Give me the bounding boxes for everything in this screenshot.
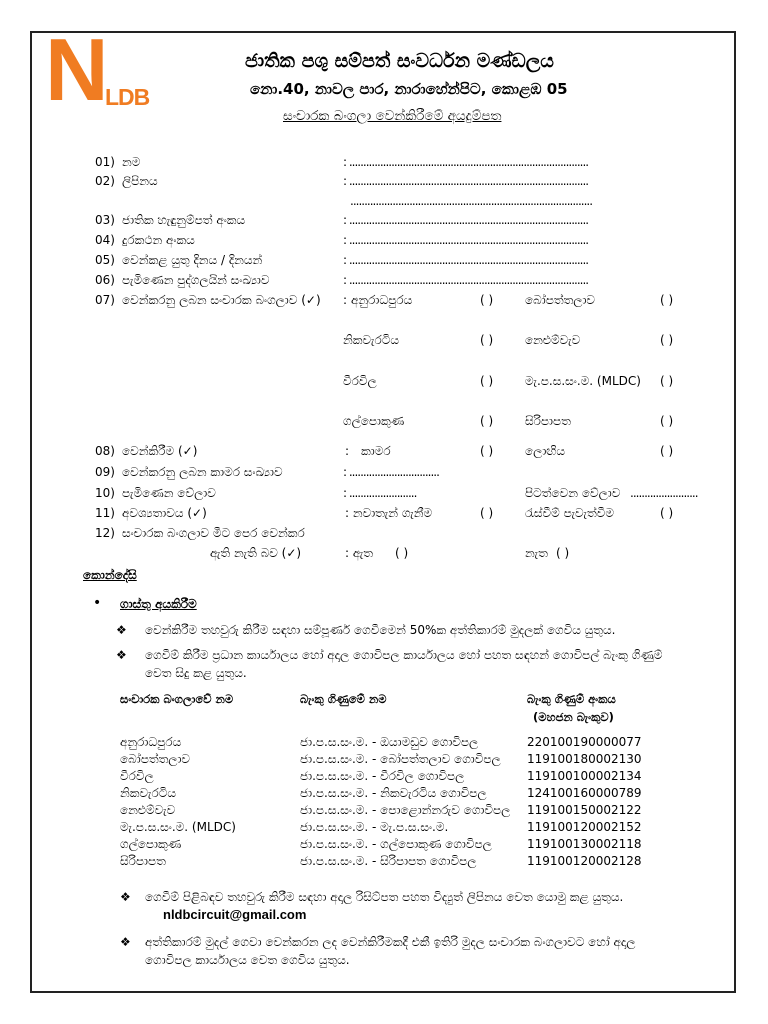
org-name: ජාතික පශු සම්පත් සංවර්ධන මණ්ඩලය	[245, 50, 554, 72]
bungalow-check-mldc[interactable]: ( )	[660, 374, 674, 388]
condition-balance-line1: අත්තිකාරම් මුදල් ගෙවා වෙන්කරන ලද වෙන්කිරීමකදී එකී ඉතිරි මුදල සංචාරක බංගලාවට හෝ අදාල	[145, 935, 636, 949]
field-label-purpose: අවශ්‍යතාවය (✓)	[122, 506, 207, 520]
field-num-11: 11)	[95, 506, 115, 520]
condition-payment-line2: වෙත සිදු කළ යුතුය.	[145, 666, 247, 680]
field-input-persons[interactable]: : .....................................................................................	[343, 273, 589, 287]
condition-balance-line2: ගොවිපල කාර්යාලය වෙත ගෙවිය යුතුය.	[145, 953, 350, 967]
field-input-phone[interactable]: : .....................................................................................	[343, 233, 589, 247]
table-header-account-no: බැංකු ගිණුම් අංකය	[527, 692, 616, 706]
field-input-departure[interactable]: ........................	[630, 486, 698, 500]
field-num-02: 02)	[95, 174, 115, 188]
table-row-bungalow: වීරවිල	[120, 769, 154, 783]
diamond-bullet-icon: ❖	[120, 935, 131, 949]
table-row-account-no: 124100160000789	[527, 786, 642, 800]
table-row-account-no: 119100120002128	[527, 854, 642, 868]
table-row-account-no: 220100190000077	[527, 735, 642, 749]
diamond-bullet-icon: ❖	[116, 623, 127, 637]
previous-check-yes[interactable]: ( )	[395, 546, 409, 560]
bungalow-check-nikaweratiya[interactable]: ( )	[480, 333, 494, 347]
purpose-option-stay: : නවාතැන් ගැනීම	[345, 506, 433, 520]
table-row-account-no: 119100120002152	[527, 820, 642, 834]
booking-option-room: කාමර	[361, 444, 391, 458]
field-input-arrival[interactable]: : ........................	[343, 486, 417, 500]
field-input-name[interactable]: : .....................................................................................	[343, 155, 589, 169]
field-num-05: 05)	[95, 253, 115, 267]
bungalow-check-anuradhapura[interactable]: ( )	[480, 293, 494, 307]
field-label-dates: වෙන්කළ යුතු දිනය / දිනයන්	[122, 253, 263, 267]
bungalow-option-weerawila: වීරවිල	[343, 374, 377, 388]
bungalow-option-bopaththalawa: බෝපත්තලාව	[525, 293, 596, 307]
field-num-01: 01)	[95, 155, 115, 169]
bungalow-colon: :	[343, 293, 348, 307]
bungalow-option-siripapatha: සිරිපාපත	[525, 414, 571, 428]
field-input-rooms[interactable]: : ................................	[343, 465, 439, 479]
diamond-bullet-icon: ❖	[120, 890, 131, 904]
nldb-logo-ldb: LDB	[105, 84, 150, 110]
table-row-bungalow: ගල්පොකුණ	[120, 837, 182, 851]
previous-check-no[interactable]: ( )	[556, 546, 570, 560]
previous-option-yes: : ඇත	[345, 546, 374, 560]
field-input-dates[interactable]: : .....................................................................................	[343, 253, 589, 267]
field-num-03: 03)	[95, 213, 115, 227]
field-num-06: 06)	[95, 273, 115, 287]
booking-check-lodge[interactable]: ( )	[660, 444, 674, 458]
field-label-rooms: වෙන්කරනු ලබන කාමර සංඛ්‍යාව	[122, 465, 283, 479]
diamond-bullet-icon: ❖	[116, 648, 127, 662]
nldb-logo-n: N	[45, 20, 105, 119]
field-label-phone: දුරකථන අංකය	[122, 233, 195, 247]
field-label-arrival: පැමිණෙන වේලාව	[122, 486, 216, 500]
table-row-account-name: ජා.ප.ස.සං.ම. - පොළොන්නරුව ගොවිපල	[300, 803, 511, 817]
conditions-heading: කොන්දේසි	[83, 568, 137, 582]
table-row-account-no: 119100180002130	[527, 752, 642, 766]
bungalow-check-bopaththalawa[interactable]: ( )	[660, 293, 674, 307]
field-label-previous-line2: ඇති නැති බව (✓)	[210, 546, 302, 560]
form-title: සංචාරක බංගලා වෙන්කිරීමේ අයදුම්පත	[283, 108, 502, 124]
bungalow-option-mldc: මැ.ප.ස.සං.ම. (MLDC)	[525, 374, 641, 388]
field-label-bungalow: වෙන්කරනු ලබන සංචාරක බංගලාව (✓)	[122, 293, 321, 307]
bungalow-check-neluwewa[interactable]: ( )	[660, 333, 674, 347]
table-row-account-no: 119100150002122	[527, 803, 642, 817]
table-row-bungalow: මැ.ප.ස.සං.ම. (MLDC)	[120, 820, 236, 834]
bungalow-check-weerawila[interactable]: ( )	[480, 374, 494, 388]
table-row-account-name: ජා.ප.ස.සං.ම. - බෝපත්තලාව ගොවිපල	[300, 752, 501, 766]
table-row-bungalow: සිරිපාපත	[120, 854, 166, 868]
purpose-option-meeting: රැස්වීම් පැවැත්වීම	[525, 506, 615, 520]
table-row-account-name: ජා.ප.ස.සං.ම. - සිරිපාපත ගොවිපල	[300, 854, 477, 868]
table-row-account-name: ජා.ප.ස.සං.ම. - වීරවිල ගොවිපල	[300, 769, 465, 783]
field-label-previous-line1: සංචාරක බංගලාව මීට පෙර වෙන්කර	[122, 526, 305, 540]
bullet-dot: •	[93, 595, 102, 611]
field-num-09: 09)	[95, 465, 115, 479]
field-label-nic: ජාතික හැඳුනුම්පත් අංකය	[122, 213, 246, 227]
condition-receipt: ගෙවීම් පිළිබඳව තහවුරු කිරීම සඳහා අදාල රිසිට්පත පහත විද්‍යුත් ලිපිනය වෙත යොමු කළ යුතුය.	[145, 890, 624, 904]
field-num-07: 07)	[95, 293, 115, 307]
table-row-bungalow: නිකවැරටිය	[120, 786, 176, 800]
table-row-bungalow: නෙළුම්වැව	[120, 803, 176, 817]
field-label-departure: පිටත්වෙන වේලාව	[525, 486, 621, 500]
field-input-address-line2[interactable]: ......................................................................................	[350, 194, 593, 208]
field-num-12: 12)	[95, 526, 115, 540]
table-row-bungalow: අනුරාධපුරය	[120, 735, 182, 749]
table-row-account-name: ජා.ප.ස.සං.ම. - ඔයාමඩුව ගොවිපල	[300, 735, 479, 749]
contact-email-link[interactable]: nldbcircuit@gmail.com	[163, 907, 307, 922]
fees-heading: ගාස්තු අයකිරීම	[120, 597, 197, 611]
field-label-booking-type: වෙන්කිරීම (✓)	[122, 444, 198, 458]
field-num-08: 08)	[95, 444, 115, 458]
table-row-bungalow: බෝපත්තලාව	[120, 752, 191, 766]
booking-option-lodge: ලොඟිය	[525, 444, 565, 458]
bungalow-option-galpokuna: ගල්පොකුණ	[343, 414, 405, 428]
previous-option-no: නැත	[525, 546, 548, 560]
bungalow-check-siripapatha[interactable]: ( )	[660, 414, 674, 428]
purpose-check-meeting[interactable]: ( )	[660, 506, 674, 520]
bungalow-option-anuradhapura: අනුරාධපුරය	[351, 293, 413, 307]
field-num-10: 10)	[95, 486, 115, 500]
table-row-account-name: ජා.ප.ස.සං.ම. - ගල්පොකුණ ගොවිපල	[300, 837, 492, 851]
condition-advance: වෙන්කිරීම තහවුරු කිරීම සඳහා සම්පූර්ණ ගෙවීමෙන් 50%ක අත්තිකාරම් මුදලක් ගෙවිය යුතුය.	[145, 623, 616, 637]
purpose-check-stay[interactable]: ( )	[480, 506, 494, 520]
table-row-account-no: 119100130002118	[527, 837, 642, 851]
table-row-account-name: ජා.ප.ස.සං.ම. - නිකවැරටිය ගොවිපල	[300, 786, 487, 800]
table-header-bank: (මහජන බැංකුව)	[533, 710, 614, 724]
table-header-account-name: බැංකු ගිණුමේ නම	[300, 692, 387, 706]
table-row-account-name: ජා.ප.ස.සං.ම. - මැ.ප.ස.සං.ම.	[300, 820, 449, 834]
bungalow-option-nikaweratiya: නිකවැරටිය	[343, 333, 399, 347]
table-row-account-no: 119100100002134	[527, 769, 642, 783]
field-label-name: නම	[122, 155, 141, 169]
field-label-address: ලිපිනය	[122, 174, 158, 188]
org-address: නො.40, නාවල පාර, නාරාහේන්පිට, කොළඹ 05	[250, 80, 568, 98]
condition-payment-line1: ගෙවීම් කිරීම ප්‍රධාන කාර්යාලය හෝ අදාල ගොවිපල කාර්යාලය හෝ පහත සඳහන් ගොවිපල් බැංකු ගිණුම්	[145, 648, 663, 662]
field-label-persons: පැමිණෙන පුද්ගලයින් සංඛ්‍යාව	[122, 273, 270, 287]
booking-colon: :	[345, 444, 350, 458]
bungalow-option-neluwewa: නෙළුම්වැව	[525, 333, 581, 347]
field-input-nic[interactable]: : .....................................................................................	[343, 213, 589, 227]
bungalow-check-galpokuna[interactable]: ( )	[480, 414, 494, 428]
field-input-address[interactable]: : .....................................................................................	[343, 174, 589, 188]
booking-check-room[interactable]: ( )	[480, 444, 494, 458]
table-header-bungalow: සංචාරක බංගලාවේ නම	[120, 692, 234, 706]
field-num-04: 04)	[95, 233, 115, 247]
